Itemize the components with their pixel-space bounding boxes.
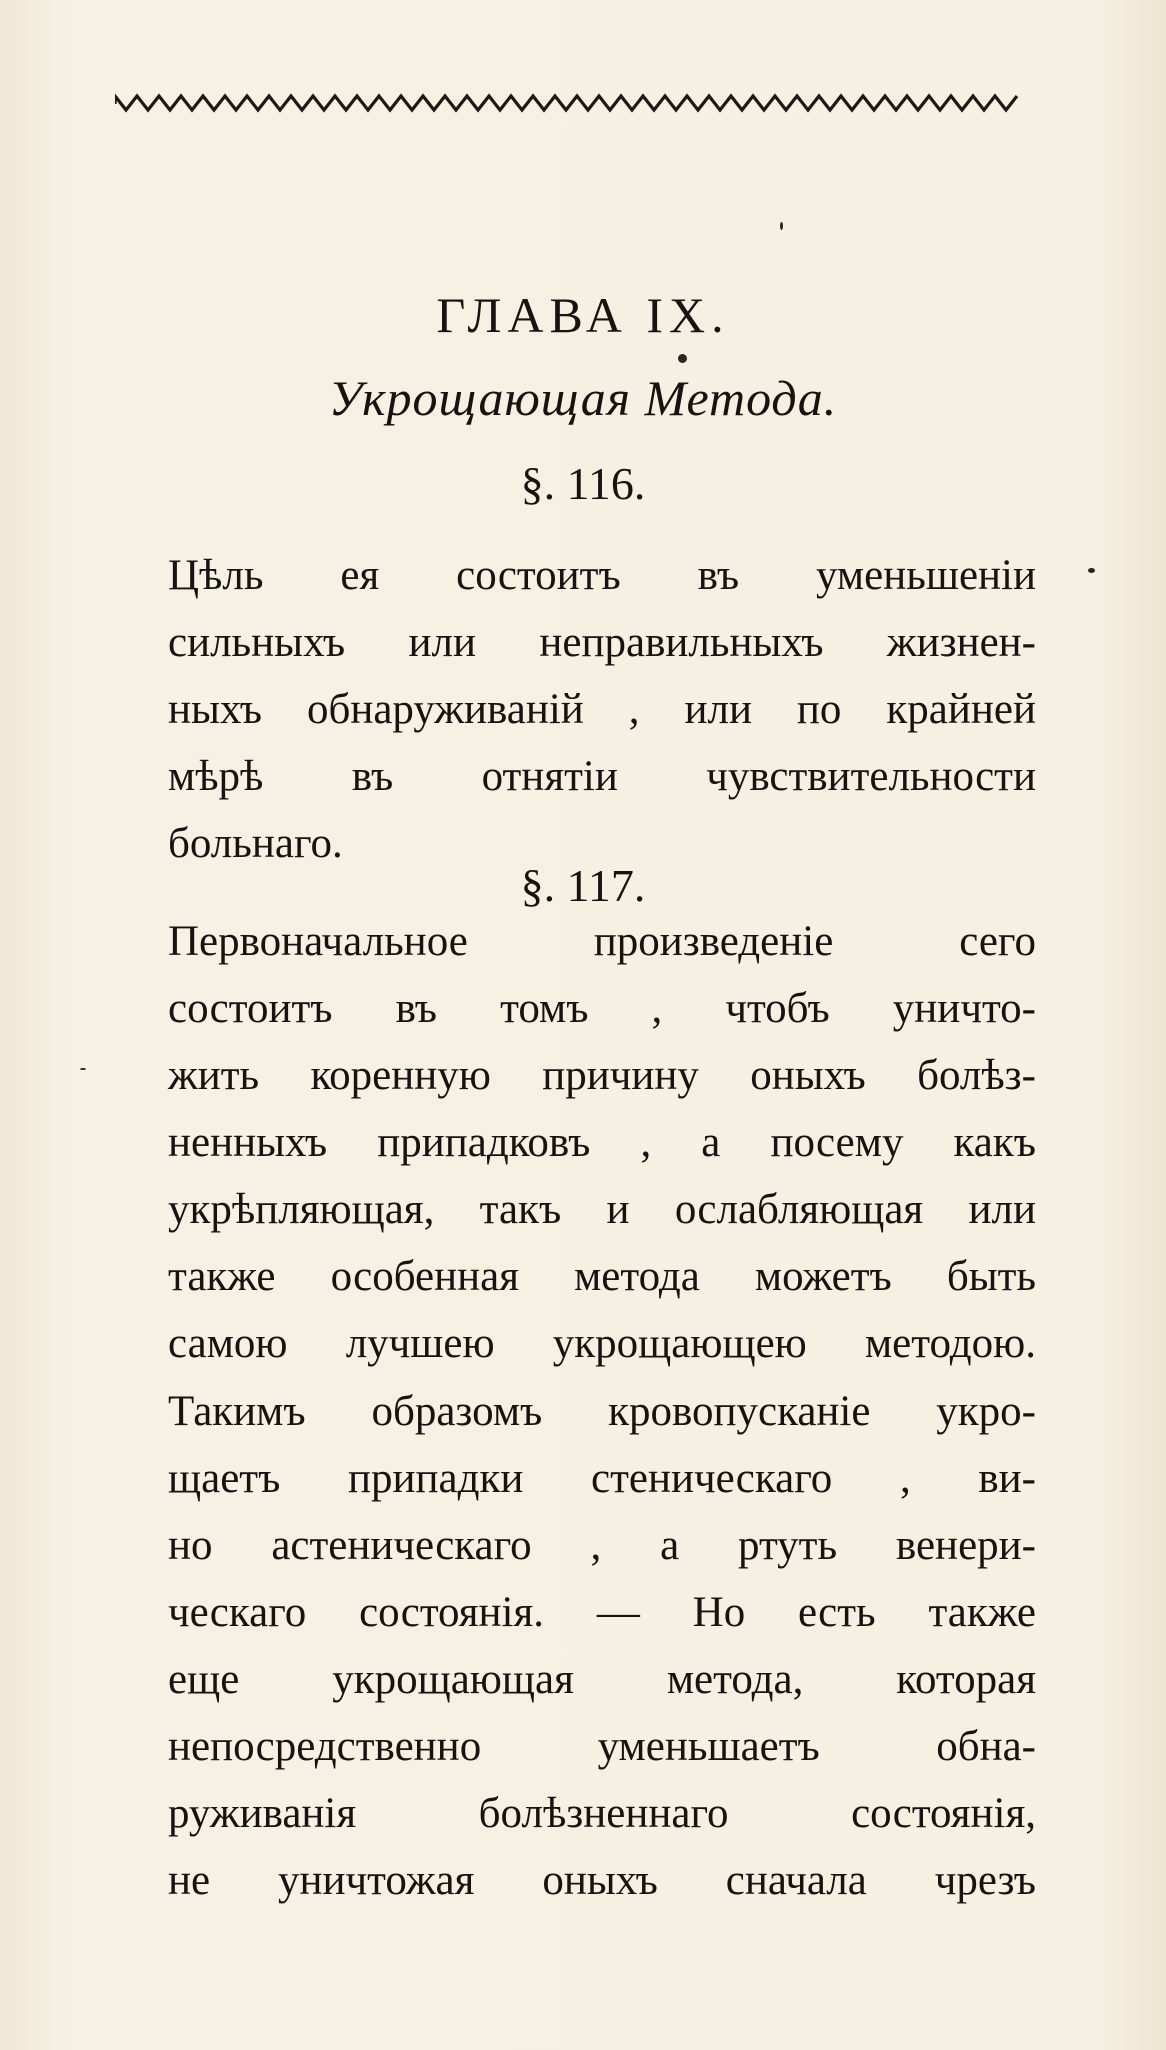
text-line: ческаго состоянія. — Но есть также xyxy=(168,1589,1036,1636)
text-line: сильныхъ или неправильныхъ жизнен- xyxy=(168,619,1036,666)
text-line: больнаго. xyxy=(168,820,343,867)
text-line: Такимъ образомъ кровопусканіе укро- xyxy=(168,1388,1036,1435)
chapter-title: ГЛАВА IX. xyxy=(436,287,730,343)
text-line: мѣрѣ въ отнятіи чувствительности xyxy=(168,753,1036,800)
ink-speck xyxy=(80,1068,86,1070)
text-line: непосредственно уменьшаетъ обна- xyxy=(168,1723,1036,1770)
text-line: но астеническаго , а ртуть венери- xyxy=(168,1522,1036,1569)
text-line: ненныхъ припадковъ , а посему какъ xyxy=(168,1119,1036,1166)
text-line: также особенная метода можетъ быть xyxy=(168,1253,1036,1300)
ink-speck xyxy=(1088,568,1095,573)
text-line: Первоначальное произведеніе сего xyxy=(168,918,1036,965)
text-line: еще укрощающая метода, которая xyxy=(168,1656,1036,1703)
text-line: укрѣпляющая, такъ и ослабляющая или xyxy=(168,1186,1036,1233)
text-line: ныхъ обнаруживаній , или по крайней xyxy=(168,686,1036,733)
paragraph-117-a xyxy=(168,908,1036,1377)
text-line: самою лучшею укрощающею методою. xyxy=(168,1320,1036,1367)
text-line: щаетъ припадки стеническаго , ви- xyxy=(168,1455,1036,1502)
text-line: жить коренную причину оныхъ болѣз- xyxy=(168,1052,1036,1099)
ink-speck xyxy=(678,354,687,363)
section-number-117: §. 117. xyxy=(520,860,646,911)
chapter-subtitle: Укрощающая Метода. xyxy=(328,370,838,426)
text-line: руживанія болѣзненнаго состоянія, xyxy=(168,1790,1036,1837)
decorative-border-ornament xyxy=(115,90,1020,116)
section-number-116: §. 116. xyxy=(520,458,646,509)
text-line: состоитъ въ томъ , чтобъ уничто- xyxy=(168,985,1036,1032)
paragraph-116 xyxy=(168,542,1036,877)
ink-speck xyxy=(780,222,783,230)
text-line: Цѣль ея состоитъ въ уменьшеніи xyxy=(168,552,1036,599)
paragraph-117-b xyxy=(168,1378,1036,1914)
text-line: не уничтожая оныхъ сначала чрезъ xyxy=(168,1857,1036,1904)
